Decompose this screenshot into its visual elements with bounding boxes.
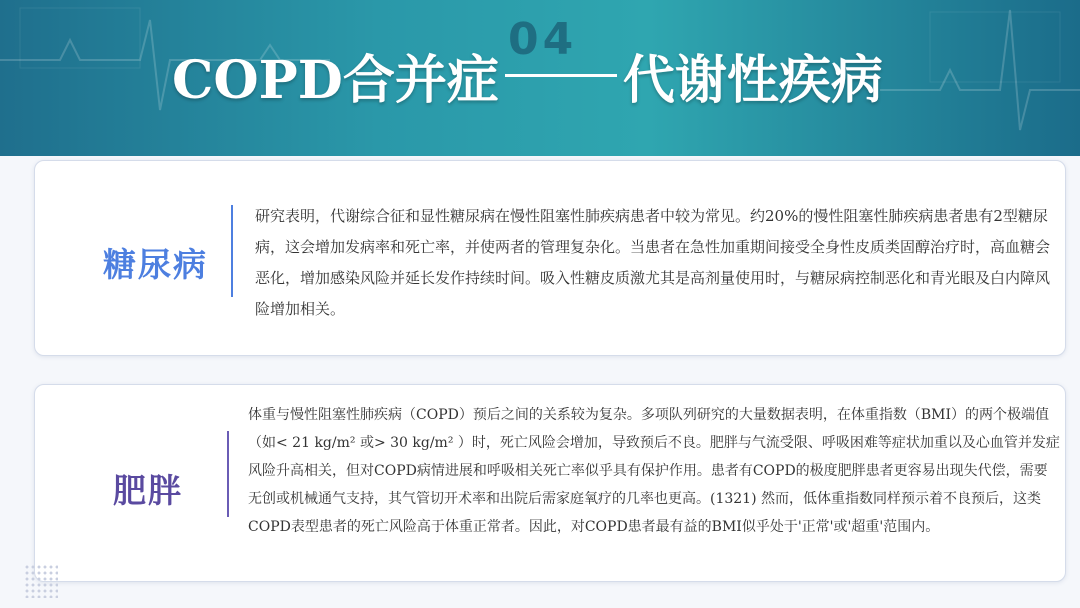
obesity-text: 体重与慢性阻塞性肺疾病（COPD）预后之间的关系较为复杂。多项队列研究的大量数据表明，在体重指数（BMI）的两个极端值（如< 21 kg/m² 或> 30 kg/m² ）时，死亡风险会增加，导致预后不良。肥胖与气流受限、呼吸困难等症状加重以及心血管并发症风险升高相关，但对COPD病情进展和呼吸相关死亡率似乎具有保护作用。患者有COPD的极度肥胖患者更容易出现失代偿，需要无创或机械通气支持，其气管切开术率和出院后需家庭氧疗的几率也更高。(1321) 然而，低体重指数同样预示着不良预后，这类COPD表型患者的死亡风险高于体重正常者。因此，对COPD患者最有益的BMI似乎处于'正常'或'超重'范围内。 <box>248 407 1060 535</box>
diabetes-card <box>34 160 1066 356</box>
diabetes-text: 研究表明，代谢综合征和显性糖尿病在慢性阻塞性肺疾病患者中较为常见。约20%的慢性阻塞性肺疾病患者患有2型糖尿病，这会增加发病率和死亡率，并使两者的管理复杂化。当患者在急性加重期间接受全身性皮质类固醇治疗时，高血糖会恶化，增加感染风险并延长发作持续时间。吸入性糖皮质激尤其是高剂量使用时，与糖尿病控制恶化和青光眼及白内障风险增加相关。 <box>255 207 1051 318</box>
section-number: 04 <box>508 14 578 65</box>
page-title <box>172 38 883 113</box>
obesity-label: 肥胖 <box>113 471 183 510</box>
obesity-divider <box>227 431 229 517</box>
diabetes-divider <box>231 205 233 297</box>
header-banner <box>0 0 1080 156</box>
title-left: COPD合并症 <box>172 50 499 111</box>
diabetes-label: 糖尿病 <box>103 245 208 284</box>
dot-grid-decoration <box>24 564 58 598</box>
obesity-card <box>34 384 1066 582</box>
title-dash <box>505 74 617 77</box>
title-right: 代谢性疾病 <box>622 50 883 111</box>
